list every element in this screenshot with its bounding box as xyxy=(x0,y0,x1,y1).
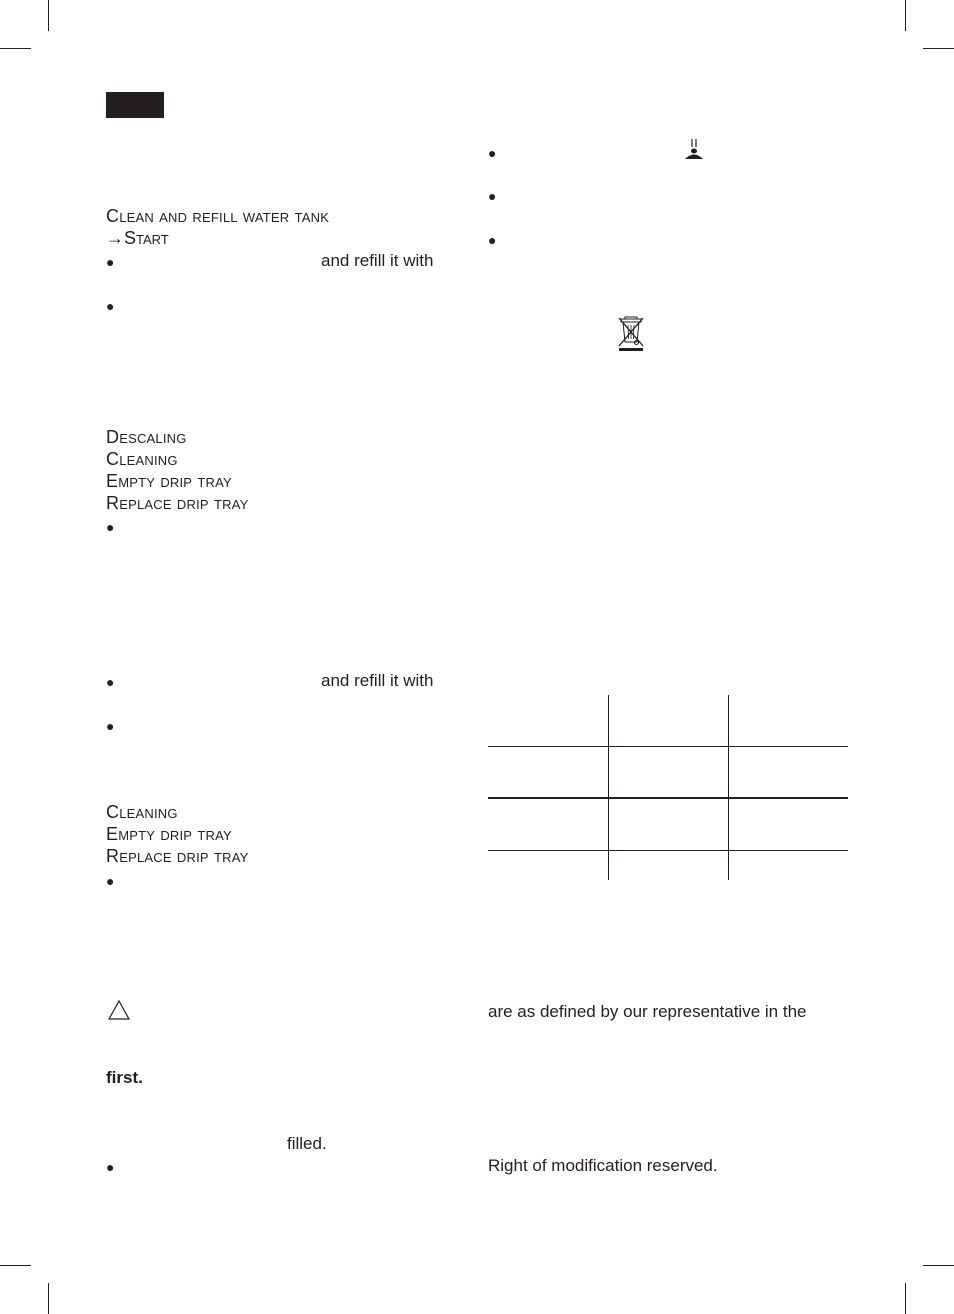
message-empty-drip-tray: Empty drip tray xyxy=(106,471,232,491)
table-divider xyxy=(488,797,848,799)
message-cleaning: Cleaning xyxy=(106,449,178,469)
crop-mark xyxy=(905,0,906,31)
crop-mark xyxy=(905,1283,906,1314)
bullet-icon: ● xyxy=(106,674,115,690)
bullet-icon: ● xyxy=(488,188,497,204)
crop-mark xyxy=(0,1265,31,1266)
table-divider xyxy=(608,695,609,880)
first-text: first. xyxy=(106,1068,143,1087)
arrow-icon: → xyxy=(106,228,124,248)
message-empty-drip-tray: Empty drip tray xyxy=(106,824,232,844)
message-replace-drip-tray: Replace drip tray xyxy=(106,493,249,513)
message-cleaning: Cleaning xyxy=(106,802,178,822)
crossed-out-bin-icon xyxy=(616,314,646,352)
crop-mark xyxy=(48,1283,49,1314)
crop-mark xyxy=(48,0,49,31)
bullet-icon: ● xyxy=(488,145,497,161)
bullet-icon: ● xyxy=(106,1159,115,1175)
table-divider xyxy=(728,695,729,880)
table-divider xyxy=(488,850,848,851)
bullet-icon: ● xyxy=(106,298,115,314)
language-tab xyxy=(106,92,164,118)
start-label: Start xyxy=(124,228,169,248)
bullet-icon: ● xyxy=(106,718,115,734)
bullet-icon: ● xyxy=(106,873,115,889)
clean-refill-heading: Clean and refill water tank xyxy=(106,206,330,226)
modification-text: Right of modification reserved. xyxy=(488,1156,718,1175)
message-replace-drip-tray: Replace drip tray xyxy=(106,846,249,866)
crop-mark xyxy=(0,48,31,49)
crop-mark xyxy=(923,1265,954,1266)
refill-text-1: and refill it with xyxy=(321,251,434,270)
crop-mark xyxy=(923,48,954,49)
warning-triangle-icon xyxy=(107,999,131,1021)
bullet-icon: ● xyxy=(488,232,497,248)
steam-icon xyxy=(684,138,704,162)
representative-text: are as defined by our representative in the xyxy=(488,1002,807,1021)
message-descaling: Descaling xyxy=(106,427,187,447)
start-line xyxy=(106,227,169,249)
refill-text-2: and refill it with xyxy=(321,671,434,690)
table-divider xyxy=(488,746,848,747)
bullet-icon: ● xyxy=(106,254,115,270)
bullet-icon: ● xyxy=(106,519,115,535)
filled-text: filled. xyxy=(287,1134,327,1153)
